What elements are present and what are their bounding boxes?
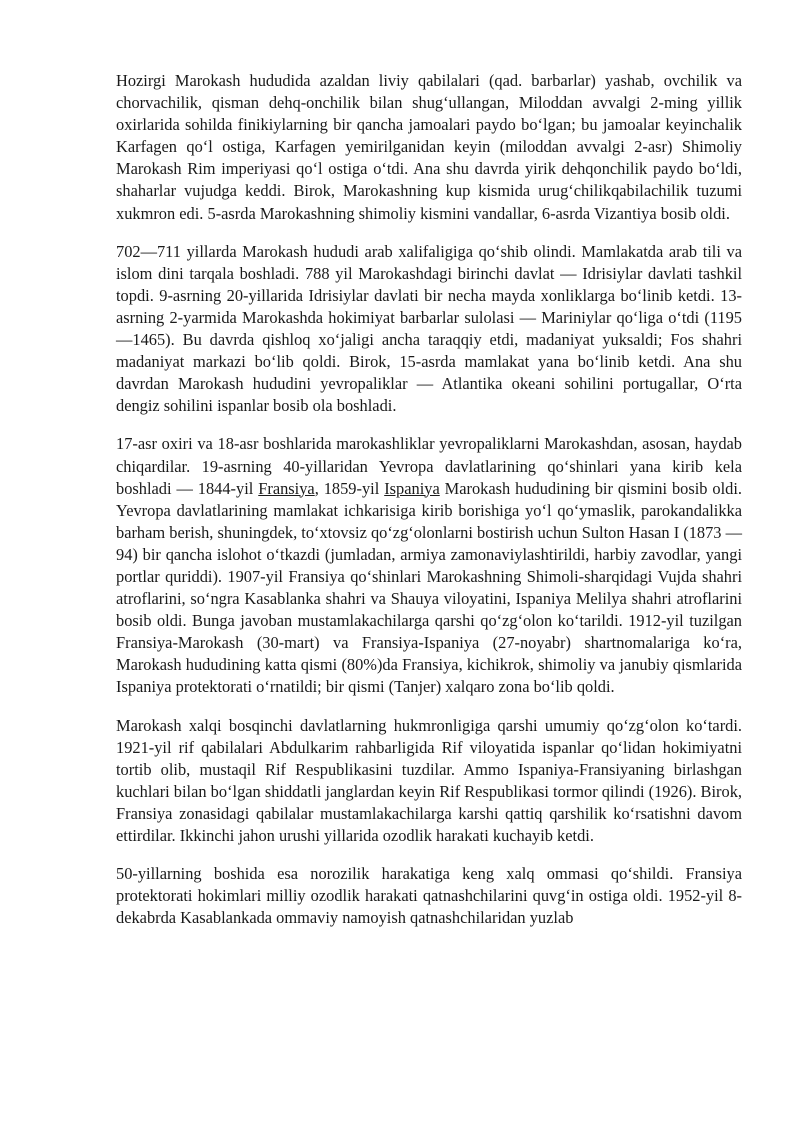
paragraph-uprising: Marokash xalqi bosqinchi davlatlarning hukmronligiga qarshi umumiy qoʻzgʻolon koʻtardi. 1921-yil rif qabilalari Abdulkarim rahbarligida Rif viloyatida ispanlar qoʻlidan hokimiyatni tortib olib, mustaqil Rif Respublikasini tuzdilar. Ammo Ispaniya-Fransiyaning birlashgan kuchlari bilan boʻlgan shiddatli janglardan keyin Rif Respublikasi tormor qilindi (1926). Birok, Fransiya zonasidagi qabilalar mustamlakachilarga karshi qattiq qarshilik koʻrsatishni davom ettirdilar. Ikkinchi jahon urushi yillarida ozodlik harakati kuchayib ketdi. — [116, 715, 742, 845]
paragraph-text-after: Marokash hududining bir qismini bosib oldi. Yevropa davlatlarining mamlakat ichkarisiga kirib borishiga yoʻl qoʻymaslik, parokandalikka barham berish, shuningdek, toʻxtovsiz qoʻzgʻolonlarni bostirish uchun Sulton Hasan I (1873 — 94) bir qancha islohot oʻtkazdi (jumladan, armiya zamonaviylashtirildi, harbiy zavodlar, yangi portlar quriddi). 1907-yil Fransiya qoʻshinlari Marokashning Shimoli-sharqidagi Vujda shahri atroflarini, soʻngra Kasablanka shahri va Shauya viloyatini, Ispaniya Melilya shahri atroflarini bosib oldi. Bunga javoban mustamlakachilarga qarshi qoʻzgʻolon koʻtarildi. 1912-yil tuzilgan Fransiya-Marokash (30-mart) va Fransiya-Ispaniya (27-noyabr) shartnomalariga koʻra, Marokash hududining katta qismi (80%)da Fransiya, kichikrok, shimoliy va janubiy qismlarida Ispaniya protektorati oʻrnatildi; bir qismi (Tanjer) xalqaro zona boʻlib qoldi. — [116, 478, 742, 697]
paragraph-text-before: 17-asr oxiri va 18-asr boshlarida marokashliklar yevropaliklarni Marokashdan, asosan, haydab chiqardilar. 19-asrning 40-yillaridan Yevropa davlatlarining qoʻshinlari yana kirib kela boshladi — 1844-yil — [116, 434, 742, 498]
paragraph-text-middle: , 1859-yil — [314, 478, 385, 498]
paragraph-arab-period: 702—711 yillarda Marokash hududi arab xalifaligiga qoʻshib olindi. Mamlakatda arab tili va islom dini tarqala boshladi. 788 yil Marokashdagi birinchi davlat — Idrisiylar davlati tashkil topdi. 9-asrning 20-yillarida Idrisiylar davlati bir necha mayda xonliklarga boʻlinib ketdi. 13-asrning 2-yarmida Marokashda hokimiyat barbarlar sulolasi — Mariniylar qoʻliga oʻtdi (1195—1465). Bu davrda qishloq xoʻjaligi ancha taraqqiy etdi, madaniyat yuksaldi; Fos shahri madaniyat markazi boʻlib qoldi. Birok, 15-asrda mamlakat yana boʻlinib ketdi. Ana shu davrdan Marokash hududini yevropaliklar — Atlantika okeani sohilini portugallar, Oʻrta dengiz sohilini ispanlar bosib ola boshladi. — [116, 241, 742, 416]
paragraph-fifties: 50-yillarning boshida esa norozilik harakatiga keng xalq ommasi qoʻshildi. Fransiya protektorati hokimlari milliy ozodlik harakati qatnashchilarini quvgʻin ostiga oldi. 1952-yil 8-dekabrda Kasablankada ommaviy namoyish qatnashchilaridan yuzlab — [116, 864, 742, 928]
paragraph-ancient-history: Hozirgi Marokash hududida azaldan liviy qabilalari (qad. barbarlar) yashab, ovchilik va chorvachilik, qisman dehq-onchilik bilan shugʻullangan, Miloddan avvalgi 2-ming yillik oxirlarida sohilda finikiylarning bir qancha jamoalari paydo boʻlgan; bu jamoalar keyinchalik Karfagen qoʻl ostiga, Karfagen yemirilganidan keyin (miloddan avvalgi 2-asr) Shimoliy Marokash Rim imperiyasi qoʻl ostiga oʻtdi. Ana shu davrda yirik dehqonchilik paydo boʻldi, shaharlar vujudga keddi. Birok, Marokashning kup kismida urugʻchilikqabilachilik tuzumi xukmron edi. 5-asrda Marokashning shimoliy kismini vandallar, 6-asrda Vizantiya bosib oldi. — [116, 71, 742, 223]
link-ispaniya[interactable]: Ispaniya — [384, 478, 440, 498]
link-fransiya[interactable]: Fransiya — [258, 478, 315, 498]
document-page — [116, 70, 742, 945]
paragraph-european-colonization — [116, 433, 742, 698]
